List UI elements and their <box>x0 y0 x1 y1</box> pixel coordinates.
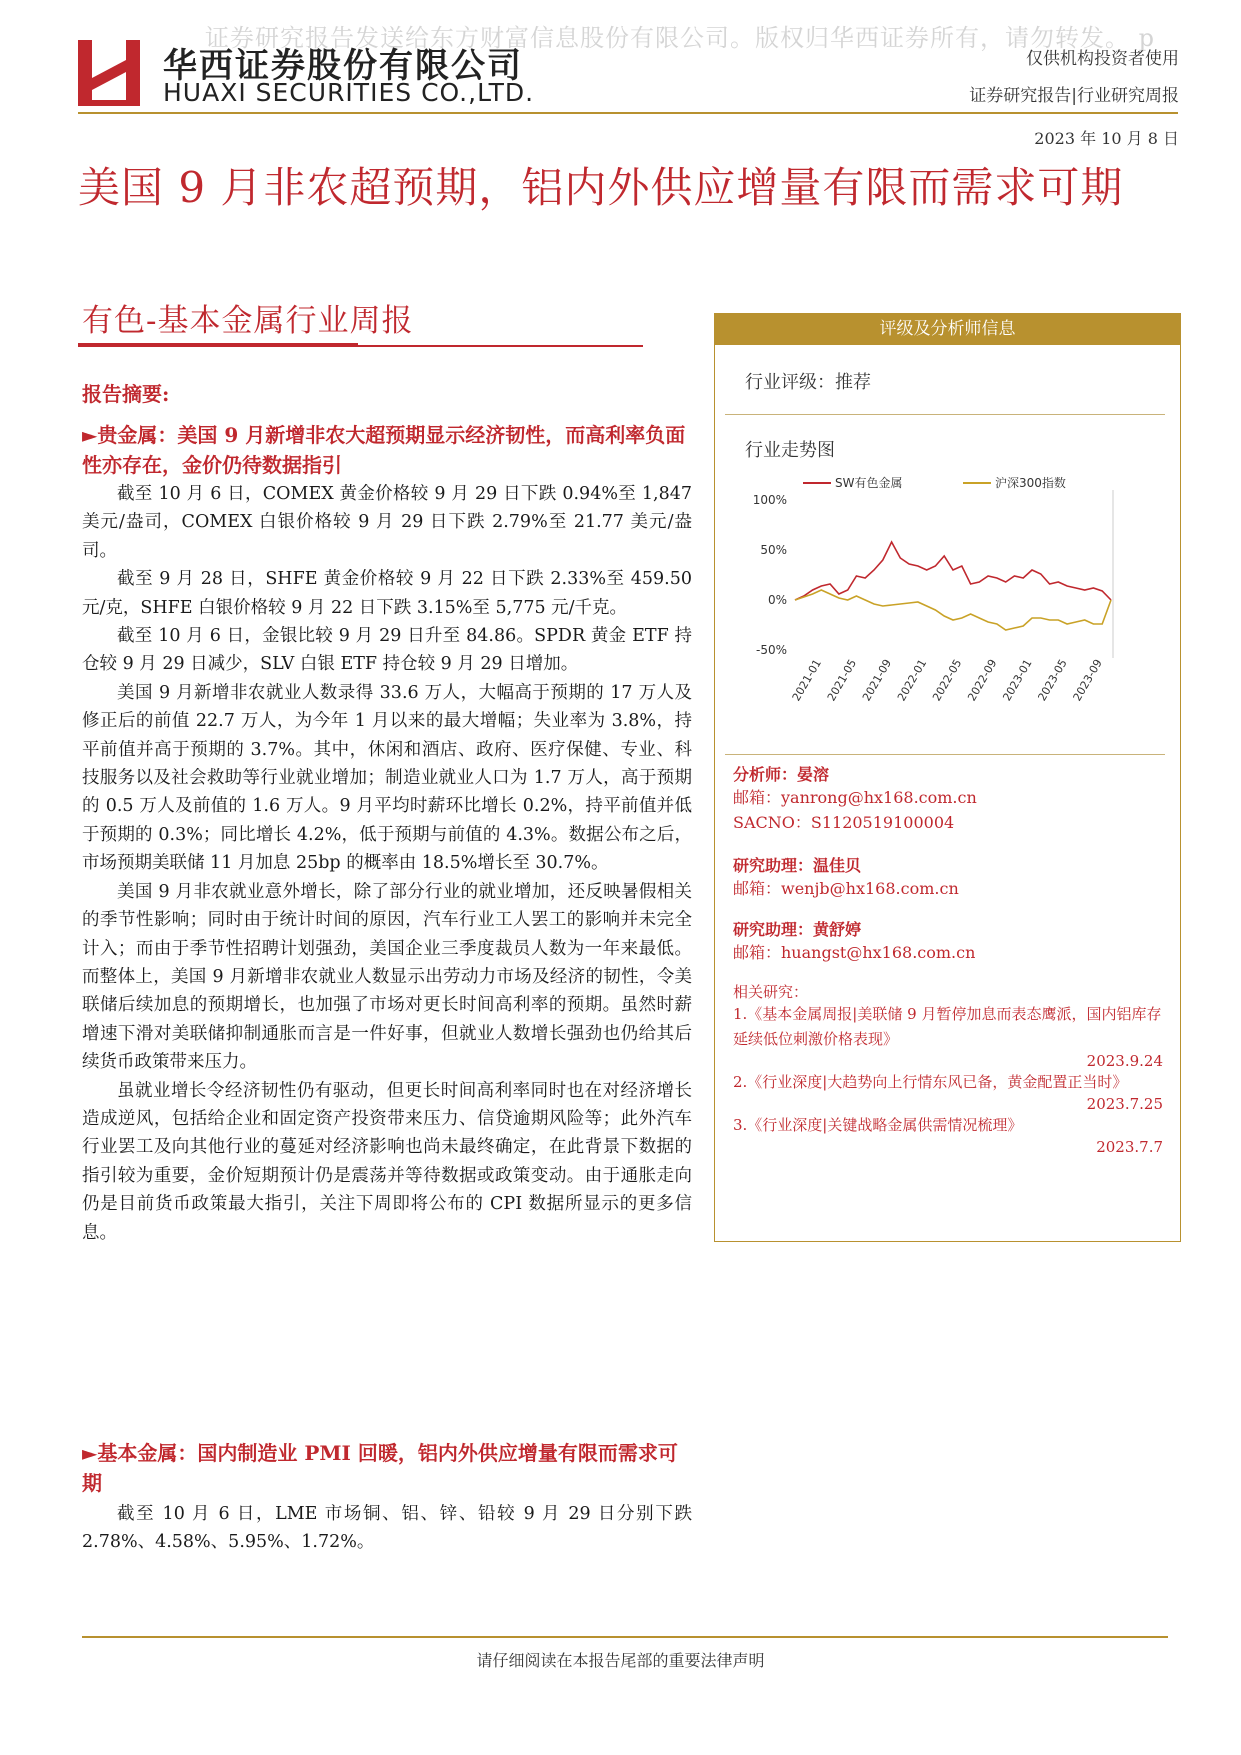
company-name-cn: 华西证券股份有限公司 <box>163 46 523 86</box>
assistant-name: 研究助理：温佳贝 <box>733 856 862 875</box>
y-tick-label: 50% <box>760 543 787 557</box>
y-tick-label: 0% <box>767 593 787 607</box>
assistant-name: 研究助理：黄舒婷 <box>733 920 862 939</box>
watermark: 证券研究报告发送给东方财富信息股份有限公司。版权归华西证券所有，请勿转发。 p <box>205 24 1155 52</box>
rating-label: 行业评级： <box>745 372 835 393</box>
subtitle-underline-thin <box>358 345 643 347</box>
x-tick-label: 2021-01 <box>789 657 824 704</box>
x-tick-label: 2022-09 <box>965 657 1000 704</box>
section-base-metals <box>82 1438 692 1557</box>
analyst-block <box>733 762 1163 1156</box>
sidebar-header: 评级及分析师信息 <box>715 314 1180 345</box>
x-tick-label: 2022-05 <box>930 657 965 704</box>
legal-notice-footer: 请仔细阅读在本报告尾部的重要法律声明 <box>476 1651 765 1670</box>
company-logo-icon <box>78 38 140 108</box>
x-tick-label: 2022-01 <box>895 657 930 704</box>
chart-x-axis <box>790 657 1105 703</box>
paragraph: 截至 9 月 28 日，SHFE 黄金价格较 9 月 22 日下跌 2.33%至 459.50 元/克，SHFE 白银价格较 9 月 22 日下跌 3.15%至 5,775 元/千克。 <box>82 569 692 618</box>
series-line-0 <box>795 542 1111 600</box>
report-date: 2023 年 10 月 8 日 <box>1034 129 1179 148</box>
sidebar-divider <box>725 754 1165 755</box>
header-divider <box>78 112 1178 114</box>
report-title: 美国 9 月非农超预期，铝内外供应增量有限而需求可期 <box>78 163 1124 212</box>
sidebar-divider <box>725 414 1165 415</box>
legend-label: SW有色金属 <box>835 476 903 490</box>
x-tick-label: 2021-09 <box>859 657 895 704</box>
rating-value: 推荐 <box>835 372 871 393</box>
analyst-name: 分析师：晏溶 <box>733 765 830 784</box>
footer-divider <box>82 1636 1168 1638</box>
y-tick-label: 100% <box>752 493 787 507</box>
y-tick-label: -50% <box>755 643 787 657</box>
section-heading: ►贵金属：美国 9 月新增非农大超预期显示经济韧性，而高利率负面性亦存在，金价仍待数据指引 <box>82 423 686 477</box>
paragraph: 虽就业增长令经济韧性仍有驱动，但更长时间高利率同时也在对经济增长造成逆风，包括给企业和固定资产投资带来压力、信贷逾期风险等；此外汽车行业罢工及向其他行业的蔓延对经济影响也尚未最终确定，在此背景下数据的指引较为重要，金价短期预计仍是震荡并等待数据或政策变动。由于通胀走向仍是目前货币政策最大指引，关注下周即将公布的 CPI 数据所显示的更多信息。 <box>82 1080 692 1243</box>
chart-legend <box>803 475 1066 490</box>
related-research-date: 2023.7.7 <box>1096 1138 1163 1156</box>
rating-analyst-sidebar <box>714 313 1181 1242</box>
related-research-date: 2023.7.25 <box>1086 1095 1163 1113</box>
analyst-email[interactable]: 邮箱：yanrong@hx168.com.cn <box>733 788 977 807</box>
paragraph: 截至 10 月 6 日，COMEX 黄金价格较 9 月 29 日下跌 0.94%至 1,847 美元/盎司，COMEX 白银价格较 9 月 29 日下跌 2.79%至 21.77 美元/盎司。 <box>82 484 692 561</box>
industry-trend-chart <box>715 464 1180 754</box>
audience-note: 仅供机构投资者使用 <box>1026 49 1179 69</box>
x-tick-label: 2023-01 <box>1000 657 1035 704</box>
industry-rating <box>745 368 871 394</box>
paragraph: 美国 9 月非农就业意外增长，除了部分行业的就业增加，还反映暑假相关的季节性影响；同时由于统计时间的原因，汽车行业工人罢工的影响并未完全计入；而由于季节性招聘计划强劲，美国企业三季度裁员人数为一年来最低。而整体上，美国 9 月新增非农就业人数显示出劳动力市场及经济的韧性，令美联储后续加息的预期增长，也加强了市场对更长时间高利率的预期。虽然时薪增速下滑对美联储抑制通胀而言是一件好事，但就业人数增长强劲也仍给其后续货币政策带来压力。 <box>82 881 692 1073</box>
analyst-sac: SACNO：S1120519100004 <box>733 813 955 832</box>
related-research-item[interactable]: 2.《行业深度|大趋势向上行情东风已备，黄金配置正当时》 <box>733 1073 1128 1091</box>
paragraph: 美国 9 月新增非农就业人数录得 33.6 万人，大幅高于预期的 17 万人及修正后的前值 22.7 万人，为今年 1 月以来的最大增幅；失业率为 3.8%，持平前值并高于预期的 3.7%。其中，休闲和酒店、政府、医疗保健、专业、科技服务以及社会救助等行业就业增加；制造业就业人口为 1.7 万人，高于预期的 0.5 万人及前值的 1.6 万人。9 月平均时薪环比增长 0.2%，持平前值并低于预期的 0.3%；同比增长 4.2%，低于预期与前值的 4.3%。数据公布之后，市场预期美联储 11 月加息 25bp 的概率由 18.5%增长至 30.7%。 <box>82 682 692 874</box>
x-tick-label: 2023-09 <box>1070 657 1105 704</box>
chart-series <box>795 542 1111 630</box>
x-tick-label: 2023-05 <box>1035 657 1070 704</box>
chart-y-axis <box>753 493 787 657</box>
related-research-item[interactable]: 3.《行业深度|关键战略金属供需情况梳理》 <box>733 1116 1023 1134</box>
legend-label: 沪深300指数 <box>995 476 1066 490</box>
report-type: 证券研究报告|行业研究周报 <box>969 86 1179 106</box>
series-line-1 <box>795 590 1111 630</box>
paragraph: 截至 10 月 6 日，金银比较 9 月 29 日升至 84.86。SPDR 黄金 ETF 持仓较 9 月 29 日减少，SLV 白银 ETF 持仓较 9 月 29 日增加。 <box>82 626 692 675</box>
related-research-date: 2023.9.24 <box>1086 1052 1163 1070</box>
report-subtitle: 有色-基本金属行业周报 <box>82 303 414 339</box>
related-research-item[interactable]: 1.《基本金属周报|美联储 9 月暂停加息而表态鹰派，国内铝库存延续低位刺激价格表现》 <box>733 1005 1162 1048</box>
summary-label: 报告摘要: <box>82 382 170 406</box>
paragraph: 截至 10 月 6 日，LME 市场铜、铝、锌、铅较 9 月 29 日分别下跌 2.78%、4.58%、5.95%、1.72%。 <box>82 1504 692 1553</box>
subtitle-underline <box>78 343 358 347</box>
section-precious-metals <box>82 420 692 1247</box>
assistant-email[interactable]: 邮箱：huangst@hx168.com.cn <box>733 943 976 962</box>
trend-chart-label: 行业走势图 <box>745 440 835 461</box>
x-tick-label: 2021-05 <box>824 657 860 704</box>
company-name-en: HUAXI SECURITIES CO.,LTD. <box>163 78 535 107</box>
section-heading: ►基本金属：国内制造业 PMI 回暖，铝内外供应增量有限而需求可期 <box>82 1441 678 1495</box>
assistant-email[interactable]: 邮箱：wenjb@hx168.com.cn <box>733 879 959 898</box>
related-research-title: 相关研究： <box>733 983 809 1001</box>
